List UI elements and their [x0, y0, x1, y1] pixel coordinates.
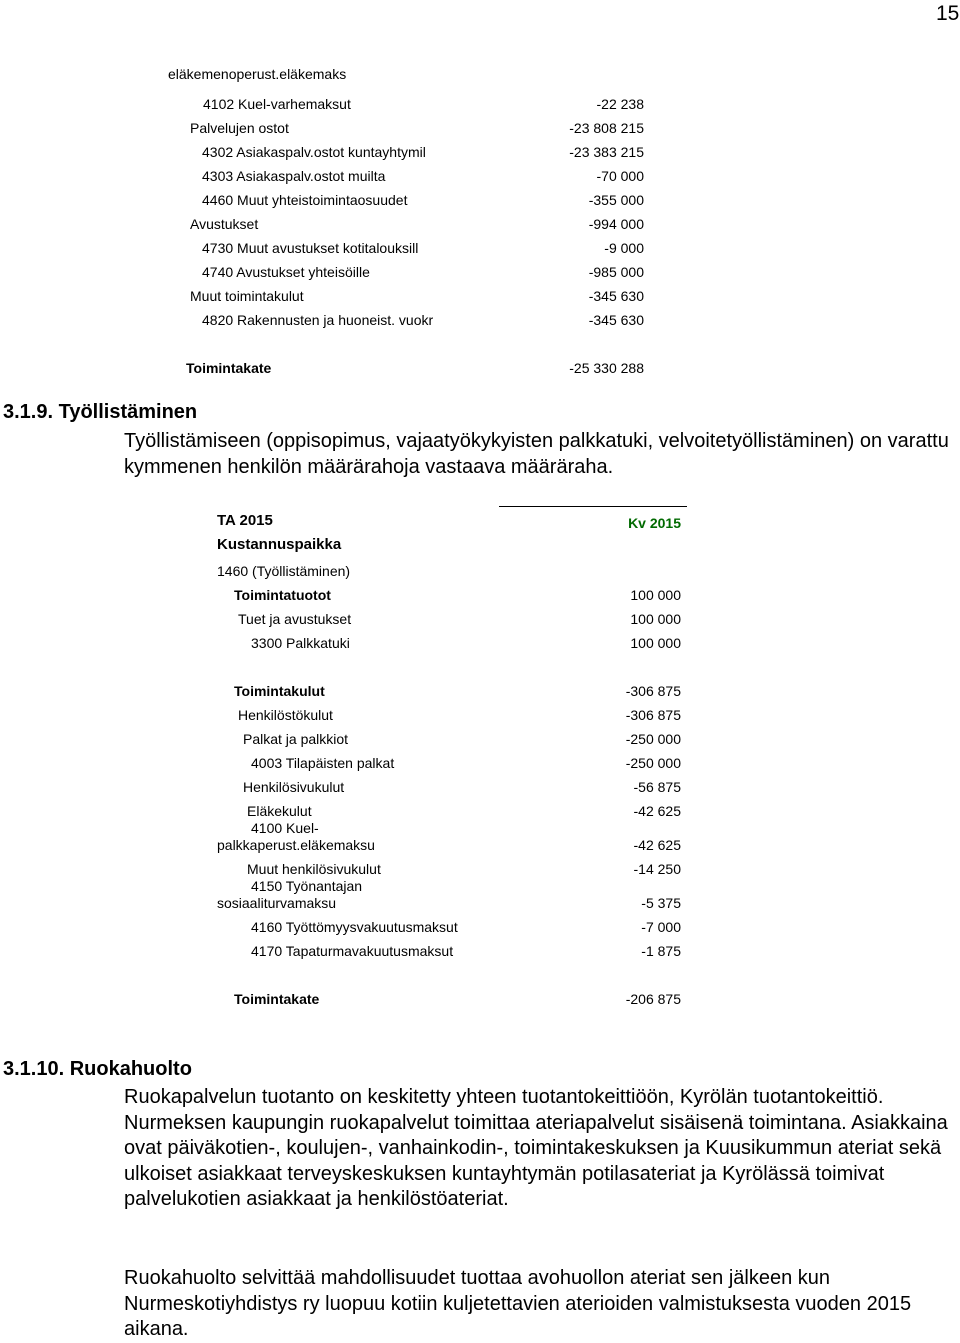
table-row-label: 3300 Palkkatuki: [251, 635, 350, 651]
table-row-value: 100 000: [630, 587, 681, 603]
table-row-label: 4003 Tilapäisten palkat: [251, 755, 395, 771]
table-row-value: -56 875: [633, 779, 681, 795]
table-row-label-line2: sosiaaliturvamaksu: [217, 895, 337, 911]
table-row-label: Palkat ja palkkiot: [243, 731, 349, 747]
cost-center-name: 1460 (Työllistäminen): [217, 563, 351, 579]
table-row-value: -206 875: [625, 991, 681, 1007]
table-row-label: Muut toimintakulut: [190, 288, 304, 304]
table-row-value: -250 000: [625, 755, 681, 771]
section-paragraph: Ruokahuolto selvittää mahdollisuudet tuottaa avohuollon ateriat sen jälkeen kun Nurmeskotiyhdistys ry luopuu kotiin kuljetettavien aterioiden valmistuksesta vuoden 2015 aikana.: [124, 1267, 912, 1341]
table-row-label: 4102 Kuel-varhemaksut: [203, 96, 351, 112]
table-row-label: Henkilösivukulut: [243, 779, 345, 795]
table-row-label: Eläkekulut: [247, 803, 312, 819]
ta-2015-header: TA 2015: [217, 512, 273, 529]
table-row-value: -9 000: [604, 240, 644, 256]
table-row-value: -306 875: [625, 683, 681, 699]
table-row-label: eläkemenoperust.eläkemaks: [168, 66, 347, 82]
table-row-label: Toimintakulut: [234, 683, 325, 699]
table-row-label: Henkilöstökulut: [238, 707, 333, 723]
table-row-label: 4170 Tapaturmavakuutusmaksut: [251, 943, 454, 959]
table-row-label-line1: 4100 Kuel-: [251, 820, 319, 836]
table-row-value: -22 238: [596, 96, 644, 112]
page-number: 15: [936, 2, 960, 25]
table-row-label: 4740 Avustukset yhteisöille: [202, 264, 370, 280]
table-row-value: -985 000: [588, 264, 644, 280]
table-row-value: -7 000: [641, 919, 681, 935]
table-row-value: 100 000: [630, 611, 681, 627]
table-row-value: -23 383 215: [569, 144, 644, 160]
table-row-label-line2: palkkaperust.eläkemaksu: [217, 837, 375, 853]
table-row-label: 4730 Muut avustukset kotitalouksill: [202, 240, 419, 256]
table-row-value: 100 000: [630, 635, 681, 651]
table-row-label-line1: 4150 Työnantajan: [251, 878, 363, 894]
section-paragraph: Ruokapalvelun tuotanto on keskitetty yhteen tuotantokeittiöön, Kyrölän tuotantokeittiö. Nurmeksen kaupungin ruokapalvelut toimittaa ateriapalvelut sisäisenä toimintana. Asiakkaina ovat päiväkotien-, koulujen-, vanhainkodin-, toimintakeskuksen ja Kuusikummun ateriat sekä ulkoiset asiakkaat terveyskeskuksen kuntayhtymän potilasateriat ja Kyrölässä toimivat palvelukotien asiakkaat ja henkilöstöateriat.: [124, 1086, 948, 1211]
table-row-label: Tuet ja avustukset: [238, 611, 352, 627]
table-row-label: 4303 Asiakaspalv.ostot muilta: [202, 168, 386, 184]
table-row-value: -5 375: [641, 895, 681, 911]
table-row-label: Toimintakate: [186, 360, 272, 376]
table-row-value: -25 330 288: [569, 360, 644, 376]
cost-center-header: Kustannuspaikka: [217, 536, 342, 553]
section-heading: 3.1.10. Ruokahuolto: [3, 1058, 192, 1080]
table-row-label: 4820 Rakennusten ja huoneist. vuokr: [202, 312, 434, 328]
table-row-label: Palvelujen ostot: [190, 120, 289, 136]
table-row-value: -345 630: [588, 312, 644, 328]
table-row-label: Avustukset: [190, 216, 259, 232]
table-row-value: -70 000: [596, 168, 644, 184]
section-heading: 3.1.9. Työllistäminen: [3, 401, 198, 423]
section-paragraph: Työllistämiseen (oppisopimus, vajaatyökykyisten palkkatuki, velvoitetyöllistäminen) on varattu kymmenen henkilön määrärahoja vastaava määräraha.: [124, 430, 949, 478]
table-row-label: Toimintatuotot: [234, 587, 331, 603]
table-row-label: 4460 Muut yhteistoimintaosuudet: [202, 192, 408, 208]
table-row-label: 4160 Työttömyysvakuutusmaksut: [251, 919, 458, 935]
table-row-value: -14 250: [633, 861, 681, 877]
table-row-label: Toimintakate: [234, 991, 320, 1007]
table-row-label: 4302 Asiakaspalv.ostot kuntayhtymil: [202, 144, 426, 160]
kv-2015-header: Kv 2015: [628, 515, 681, 531]
table-row-value: -355 000: [588, 192, 644, 208]
table-row-value: -23 808 215: [569, 120, 644, 136]
table-row-value: -994 000: [588, 216, 644, 232]
table-row-value: -42 625: [633, 837, 681, 853]
table-row-value: -1 875: [641, 943, 681, 959]
header-rule: [499, 506, 687, 507]
table-row-label: Muut henkilösivukulut: [247, 861, 381, 877]
table-row-value: -42 625: [633, 803, 681, 819]
table-row-value: -345 630: [588, 288, 644, 304]
table-row-value: -250 000: [625, 731, 681, 747]
table-row-value: -306 875: [625, 707, 681, 723]
